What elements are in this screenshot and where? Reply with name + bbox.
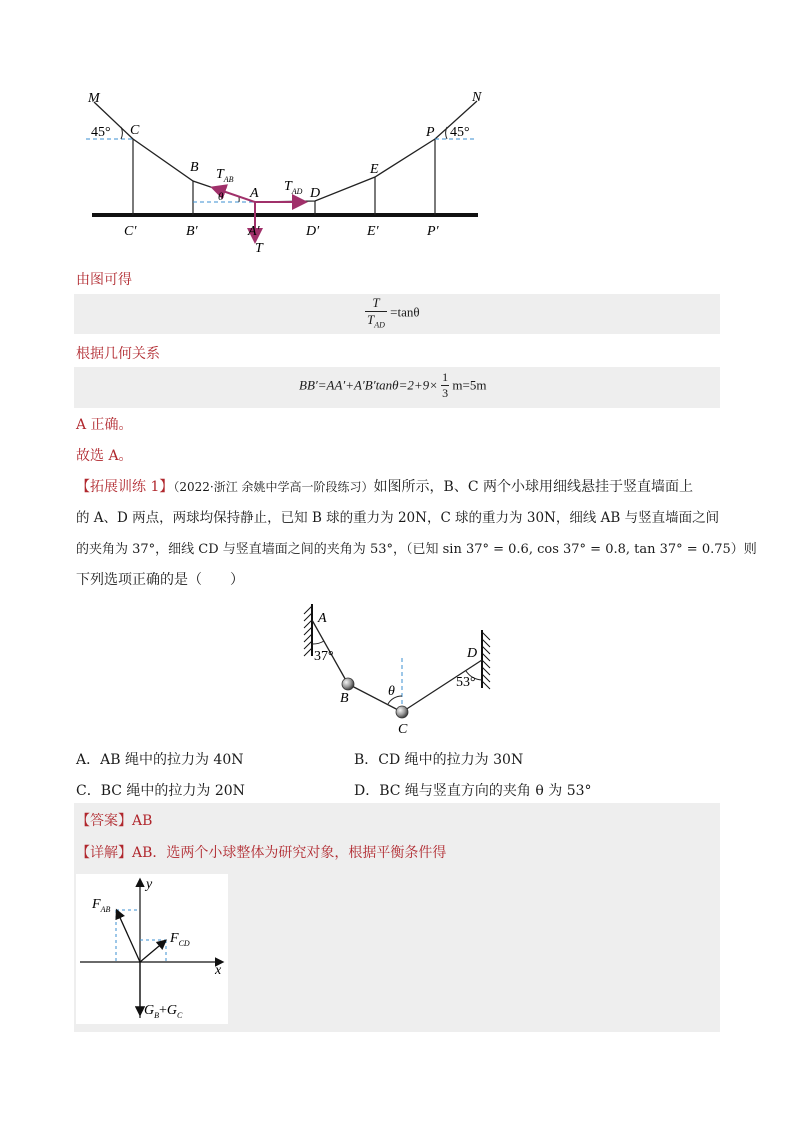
problem-line-3: 的夹角为 37°，细线 CD 与竖直墙面之间的夹角为 53°，（已知 sin 37° = 0.6, cos 37° = 0.8, tan 37° = 0.75）则: [76, 542, 757, 557]
detail-text: AB．选两个小球整体为研究对象，根据平衡条件得: [132, 845, 447, 861]
formula-2: BB′=AA′+A′B′tanθ=2+9× $\frac{1}{3}$ m=5m: [299, 370, 487, 400]
label-B-prime: B′: [186, 224, 198, 239]
angle-right-label: 45°: [450, 125, 470, 140]
force-fcd-label: $F_{CD}$: [170, 931, 190, 948]
label-M: M: [88, 91, 100, 106]
problem-tag: 【拓展训练 1】: [76, 479, 174, 495]
problem-statement: [76, 472, 757, 596]
answer-value: AB: [132, 813, 153, 829]
theta-label: θ: [218, 191, 224, 203]
answer-line: [76, 810, 152, 830]
label-B: B: [190, 160, 199, 175]
label-D-prime: D′: [306, 224, 320, 239]
problem-line-2: 的 A、D 两点，两球均保持静止，已知 B 球的重力为 20N，C 球的重力为 30N，细线 AB 与竖直墙面之间: [76, 510, 720, 526]
fig2-label-B: B: [340, 691, 349, 706]
tension-t-label: T: [255, 241, 263, 256]
label-N: N: [472, 90, 482, 105]
label-A: A: [250, 186, 259, 201]
by-geometry-text: 根据几何关系: [76, 346, 160, 362]
label-A-prime: A′: [248, 224, 260, 239]
choose-text: 故选 A。: [76, 448, 133, 464]
angle-left-label: 45°: [91, 125, 111, 140]
label-C: C: [130, 123, 140, 138]
force-diagram: [76, 874, 228, 1024]
label-C-prime: C′: [124, 224, 137, 239]
problem-line-4: 下列选项正确的是（ ）: [76, 572, 244, 588]
answer-label: 【答案】: [76, 813, 132, 829]
fig2-angle-A: 37°: [314, 649, 334, 664]
tension-ad-label: $T_{AD}$: [284, 179, 303, 196]
a-correct-text: A 正确。: [76, 417, 133, 433]
label-D: D: [310, 186, 321, 201]
ball-C: [396, 706, 408, 718]
option-d[interactable]: D．BC 绳与竖直方向的夹角 θ 为 53°: [354, 783, 592, 799]
label-P-prime: P′: [427, 224, 439, 239]
problem-source: （2022·浙江 余姚中学高一阶段练习）: [173, 480, 374, 494]
formula-1: T $T_{AD}$ =tanθ: [367, 295, 420, 330]
fig2-label-A: A: [318, 611, 327, 626]
from-figure-text: 由图可得: [76, 272, 132, 288]
fig2-label-C: C: [398, 722, 408, 737]
label-P: P: [426, 125, 435, 140]
fig2-angle-D: 53°: [456, 675, 476, 690]
problem-line-1: 如图所示，B、C 两个小球用细线悬挂于竖直墙面上: [373, 479, 693, 495]
balls-diagram: [290, 600, 510, 740]
axis-x-label: x: [215, 963, 222, 978]
detail-label: 【详解】: [76, 845, 132, 861]
ball-B: [342, 678, 354, 690]
gravity-label: $G_B+G_C$: [144, 1003, 183, 1020]
option-c[interactable]: C．BC 绳中的拉力为 20N: [76, 783, 245, 799]
option-a[interactable]: A．AB 绳中的拉力为 40N: [76, 752, 244, 768]
force-fab-label: $F_{AB}$: [92, 897, 111, 914]
fig2-theta: θ: [388, 684, 395, 699]
label-E: E: [370, 162, 379, 177]
detail-line: [76, 842, 446, 862]
option-b[interactable]: B．CD 绳中的拉力为 30N: [354, 752, 524, 768]
tension-ab-label: $T_{AB}$: [216, 167, 234, 184]
cable-diagram: [80, 80, 500, 260]
label-E-prime: E′: [367, 224, 379, 239]
axis-y-label: y: [146, 877, 153, 892]
fig2-label-D: D: [467, 646, 478, 661]
